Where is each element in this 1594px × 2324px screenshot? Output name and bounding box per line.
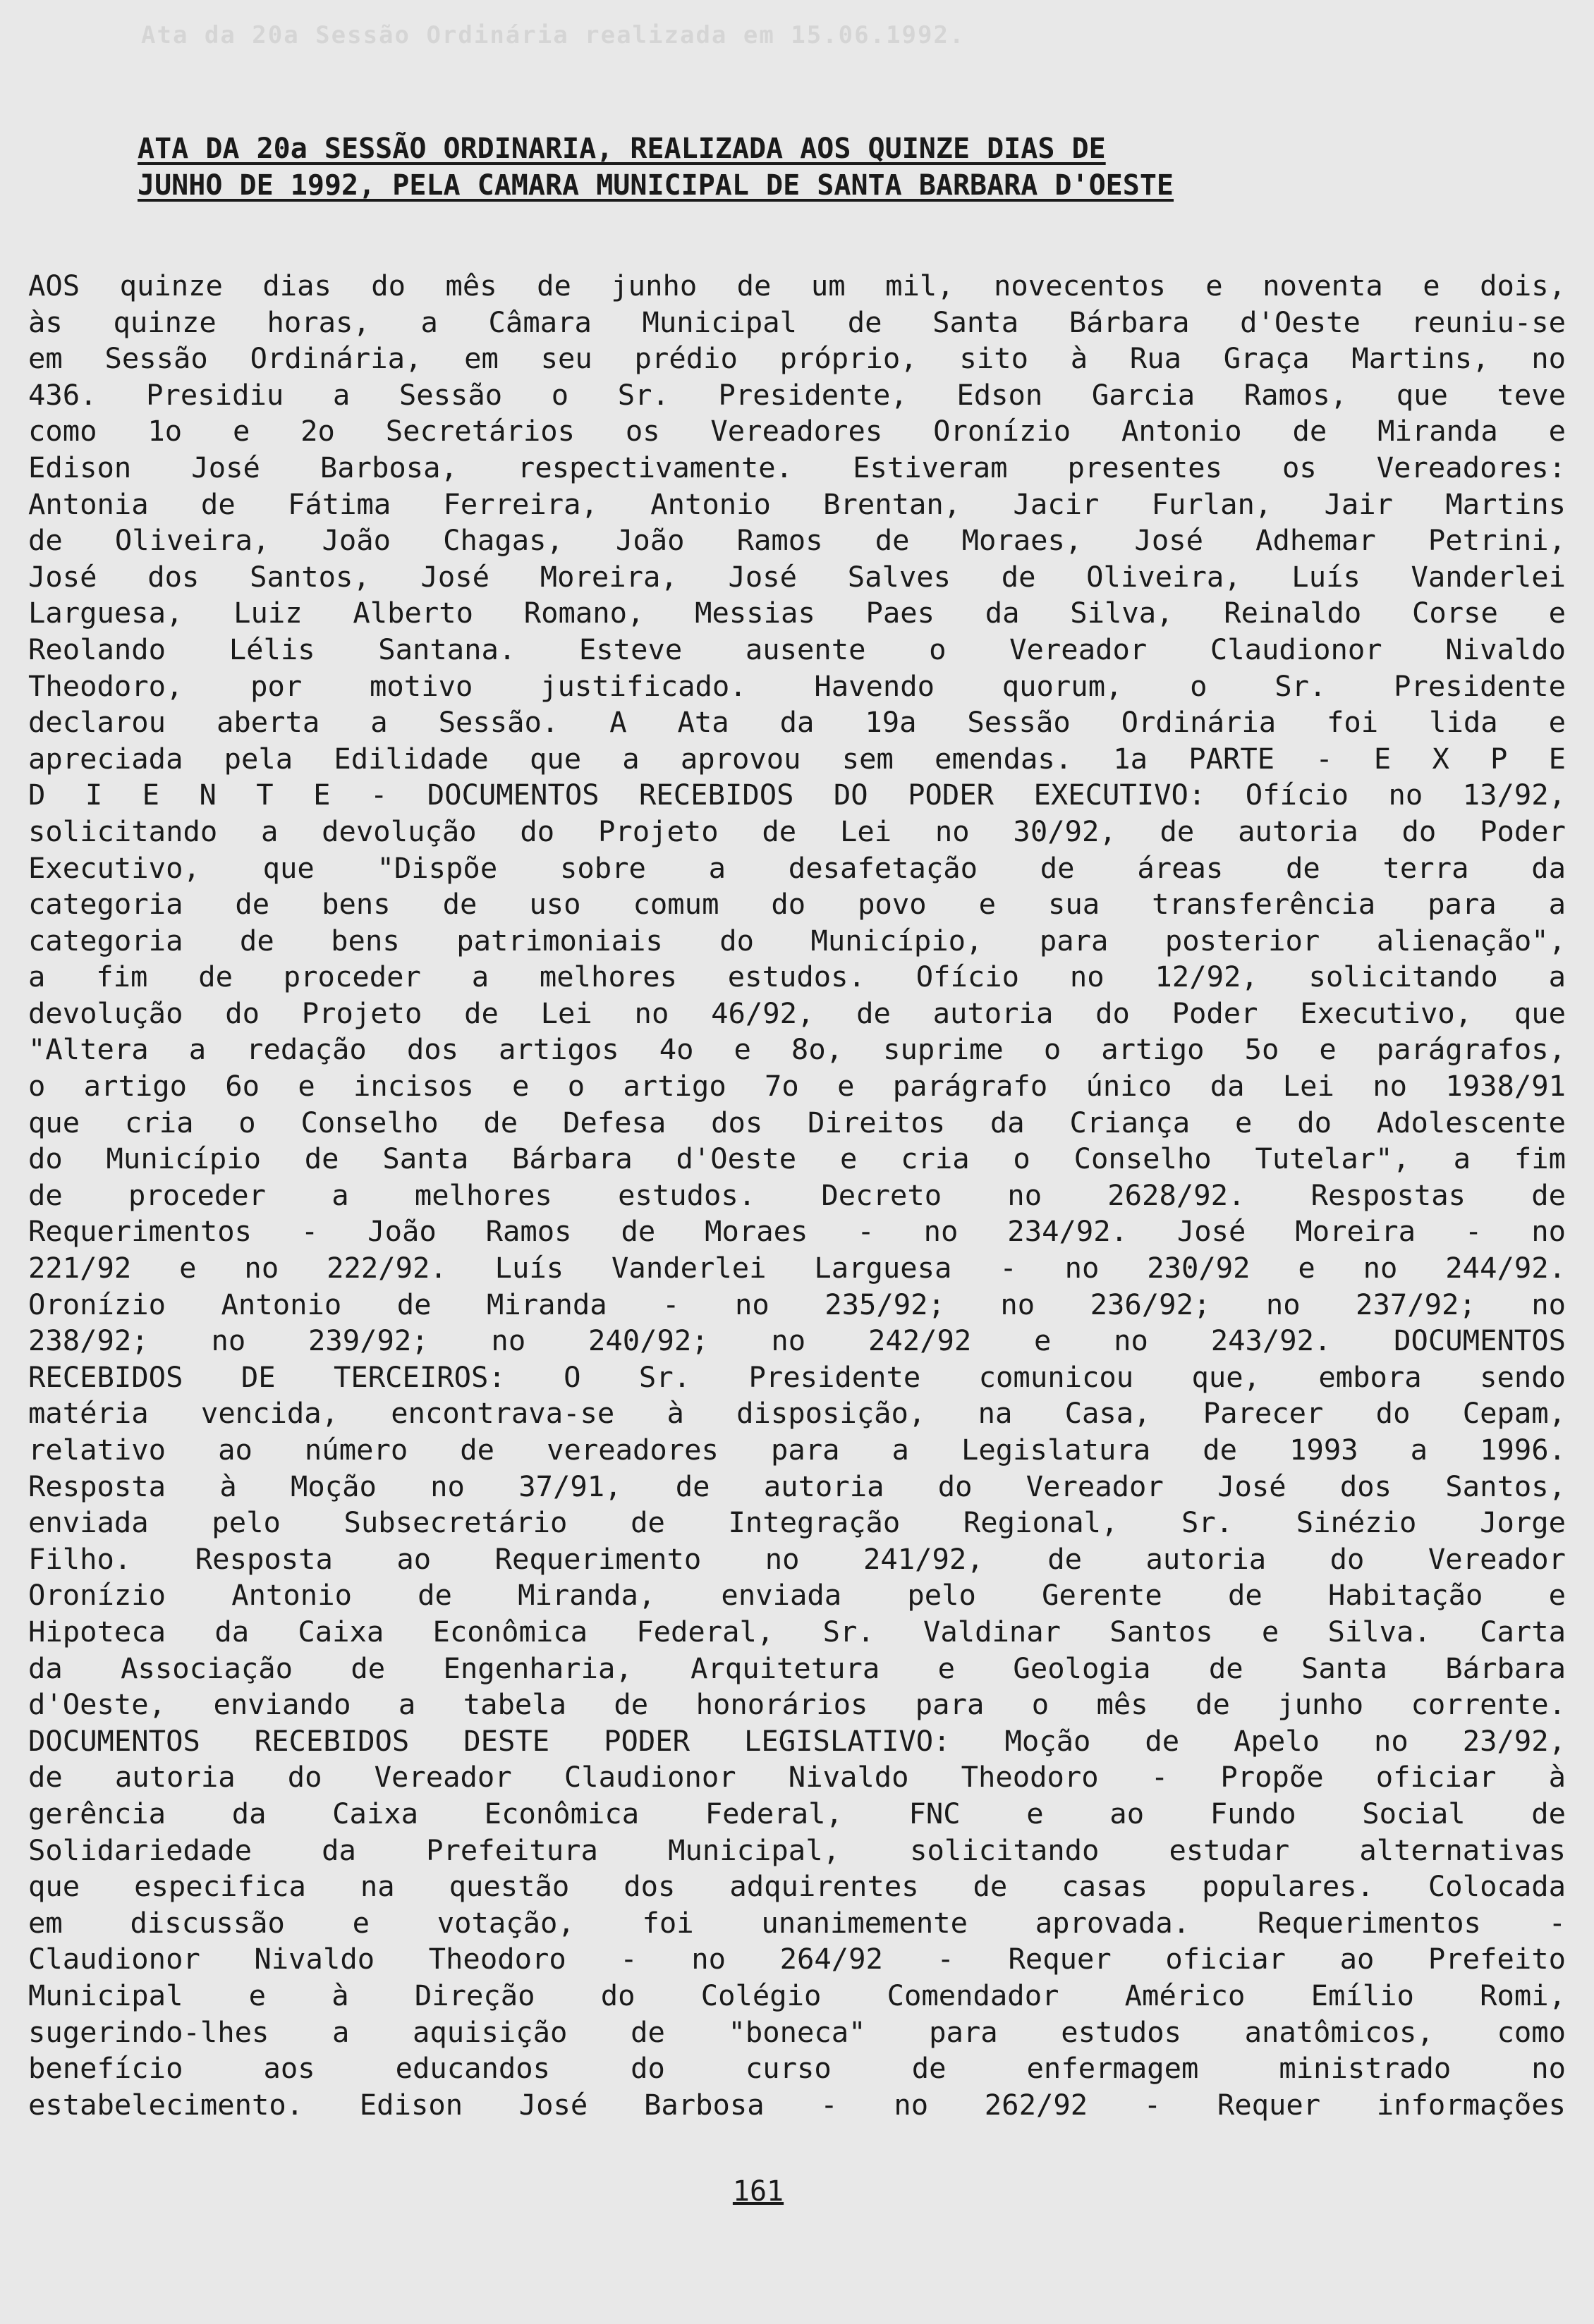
body-line: benefício aos educandos do curso de enfermagem ministrado no [28,2051,1566,2086]
body-line: gerência da Caixa Econômica Federal, FNC e ao Fundo Social de [28,1796,1566,1830]
bleed-through-text: Ata da 20a Sessão Ordinária realizada em 15.06.1992. [141,21,966,49]
body-line: o artigo 6o e incisos e o artigo 7o e parágrafo único da Lei no 1938/91 [28,1069,1566,1103]
body-line: em discussão e votação, foi unanimemente aprovada. Requerimentos - [28,1905,1566,1940]
body-line: matéria vencida, encontrava-se à disposição, na Casa, Parecer do Cepam, [28,1396,1566,1431]
body-line: solicitando a devolução do Projeto de Lei no 30/92, de autoria do Poder [28,814,1566,848]
body-line: 221/92 e no 222/92. Luís Vanderlei Larguesa - no 230/92 e no 244/92. [28,1251,1566,1285]
body-line: enviada pelo Subsecretário de Integração Regional, Sr. Sinézio Jorge [28,1505,1566,1540]
body-line: como 1o e 2o Secretários os Vereadores Oronízio Antonio de Miranda e [28,414,1566,448]
title-line-1: ATA DA 20a SESSÃO ORDINARIA, REALIZADA AOS QUINZE DIAS DE [138,133,1106,165]
body-line: que cria o Conselho de Defesa dos Direitos da Criança e do Adolescente [28,1105,1566,1139]
body-line: do Município de Santa Bárbara d'Oeste e cria o Conselho Tutelar", a fim [28,1142,1566,1176]
document-title [138,130,1456,204]
body-line: Resposta à Moção no 37/91, de autoria do Vereador José dos Santos, [28,1469,1566,1503]
body-line: da Associação de Engenharia, Arquitetura e Geologia de Santa Bárbara [28,1651,1566,1685]
body-line: Solidariedade da Prefeitura Municipal, solicitando estudar alternativas [28,1833,1566,1867]
body-line: Reolando Lélis Santana. Esteve ausente o Vereador Claudionor Nivaldo [28,632,1566,666]
body-line: Requerimentos - João Ramos de Moraes - no 234/92. José Moreira - no [28,1214,1566,1249]
body-line: Oronízio Antonio de Miranda - no 235/92; no 236/92; no 237/92; no [28,1287,1566,1321]
body-line: apreciada pela Edilidade que a aprovou sem emendas. 1a PARTE - E X P E [28,741,1566,776]
body-line: Executivo, que "Dispõe sobre a desafetação de áreas de terra da [28,850,1566,885]
body-line: de proceder a melhores estudos. Decreto no 2628/92. Respostas de [28,1178,1566,1212]
body-line: D I E N T E - DOCUMENTOS RECEBIDOS DO PODER EXECUTIVO: Ofício no 13/92, [28,778,1566,812]
body-line: RECEBIDOS DE TERCEIROS: O Sr. Presidente comunicou que, embora sendo [28,1359,1566,1394]
body-line: José dos Santos, José Moreira, José Salves de Oliveira, Luís Vanderlei [28,559,1566,594]
body-line: Edison José Barbosa, respectivamente. Estiveram presentes os Vereadores: [28,450,1566,484]
title-line-2: JUNHO DE 1992, PELA CAMARA MUNICIPAL DE SANTA BARBARA D'OESTE [138,169,1174,202]
body-line: Oronízio Antonio de Miranda, enviada pelo Gerente de Habitação e [28,1578,1566,1613]
body-line: 238/92; no 239/92; no 240/92; no 242/92 e no 243/92. DOCUMENTOS [28,1323,1566,1358]
body-line: que especifica na questão dos adquirentes de casas populares. Colocada [28,1869,1566,1904]
body-line: 436. Presidiu a Sessão o Sr. Presidente, Edson Garcia Ramos, que teve [28,377,1566,412]
body-line: de Oliveira, João Chagas, João Ramos de Moraes, José Adhemar Petrini, [28,523,1566,558]
body-line: Theodoro, por motivo justificado. Havendo quorum, o Sr. Presidente [28,668,1566,703]
body-line: Hipoteca da Caixa Econômica Federal, Sr. Valdinar Santos e Silva. Carta [28,1614,1566,1649]
body-line: AOS quinze dias do mês de junho de um mil, novecentos e noventa e dois, [28,269,1566,302]
body-line: a fim de proceder a melhores estudos. Ofício no 12/92, solicitando a [28,960,1566,994]
body-line: DOCUMENTOS RECEBIDOS DESTE PODER LEGISLATIVO: Moção de Apelo no 23/92, [28,1723,1566,1758]
body-line: Municipal e à Direção do Colégio Comendador Américo Emílio Romi, [28,1978,1566,2012]
body-line: categoria de bens de uso comum do povo e sua transferência para a [28,887,1566,922]
body-line: Antonia de Fátima Ferreira, Antonio Brentan, Jacir Furlan, Jair Martins [28,487,1566,521]
body-line: relativo ao número de vereadores para a Legislatura de 1993 a 1996. [28,1433,1566,1467]
body-line: em Sessão Ordinária, em seu prédio próprio, sito à Rua Graça Martins, no [28,341,1566,376]
body-line: de autoria do Vereador Claudionor Nivaldo Theodoro - Propõe oficiar à [28,1760,1566,1794]
body-line: sugerindo-lhes a aquisição de "boneca" para estudos anatômicos, como [28,2014,1566,2049]
body-line: às quinze horas, a Câmara Municipal de Santa Bárbara d'Oeste reuniu-se [28,305,1566,339]
body-line: categoria de bens patrimoniais do Município, para posterior alienação", [28,923,1566,958]
body-line: Larguesa, Luiz Alberto Romano, Messias Paes da Silva, Reinaldo Corse e [28,596,1566,630]
body-line: "Altera a redação dos artigos 4o e 8o, suprime o artigo 5o e parágrafos, [28,1032,1566,1067]
body-line: declarou aberta a Sessão. A Ata da 19a Sessão Ordinária foi lida e [28,705,1566,740]
document-body [28,268,1566,2123]
page-number: 161 [732,2175,784,2208]
body-line: devolução do Projeto de Lei no 46/92, de autoria do Poder Executivo, que [28,996,1566,1030]
body-line: estabelecimento. Edison José Barbosa - no 262/92 - Requer informações [28,2087,1566,2122]
body-line: Filho. Resposta ao Requerimento no 241/92, de autoria do Vereador [28,1541,1566,1576]
body-line: d'Oeste, enviando a tabela de honorários para o mês de junho corrente. [28,1687,1566,1722]
body-line: Claudionor Nivaldo Theodoro - no 264/92 - Requer oficiar ao Prefeito [28,1942,1566,1976]
